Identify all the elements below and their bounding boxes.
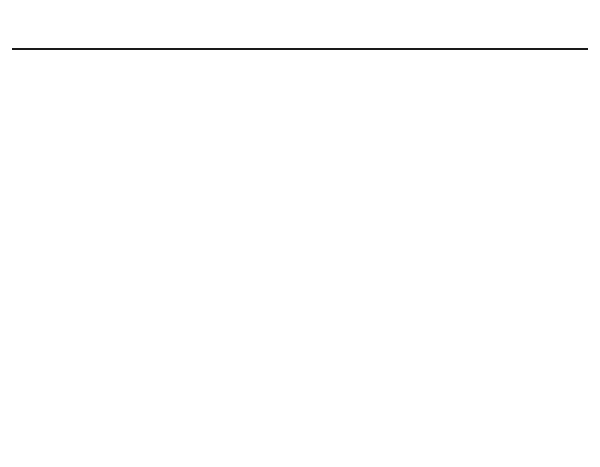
title-divider: [12, 48, 588, 50]
